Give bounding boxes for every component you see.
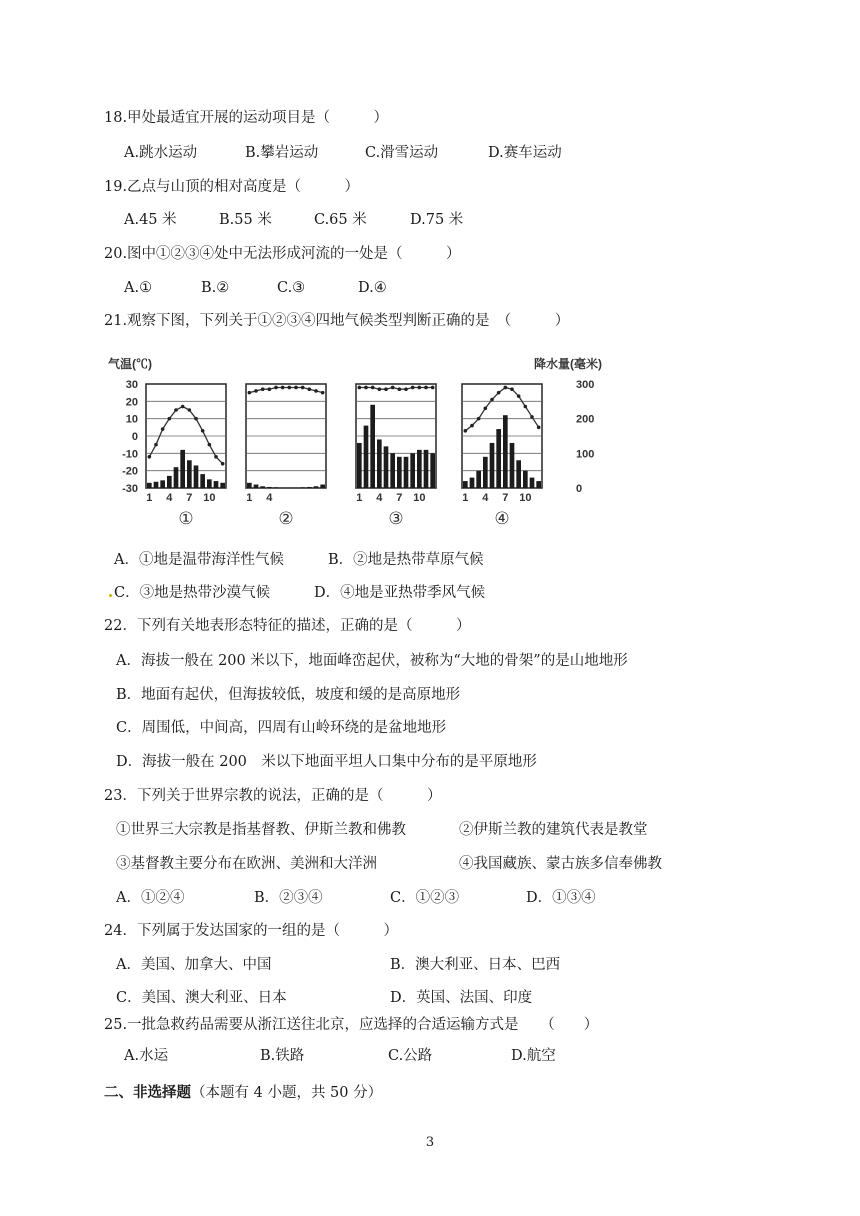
precip-bar [483, 457, 488, 488]
q22-option-b: B．地面有起伏，但海拔较低，坡度和缓的是高原地形 [116, 687, 461, 703]
precip-bar [214, 481, 219, 488]
q24-option-b: B．澳大利亚、日本、巴西 [390, 957, 561, 973]
q22-option-c: C．周围低，中间高，四周有山岭环绕的是盆地地形 [116, 720, 447, 736]
precip-bar [476, 471, 481, 488]
temp-point [431, 386, 435, 390]
temp-point [378, 387, 382, 391]
temp-point [301, 386, 305, 390]
temp-point [418, 386, 422, 390]
month-tick-label: 1 [146, 492, 153, 504]
panel-label: ① [178, 509, 194, 528]
month-tick-label: 1 [356, 492, 363, 504]
month-tick-label: 4 [376, 492, 383, 504]
precip-bar [516, 460, 521, 488]
precip-bar [200, 474, 205, 488]
q24-option-a: A．美国、加拿大、中国 [116, 957, 272, 973]
section-2-note: （本题有 4 小题，共 50 分） [191, 1085, 383, 1101]
month-tick-label: 4 [482, 492, 489, 504]
precip-bar [167, 476, 172, 488]
q23-statement-3: ③基督教主要分布在欧洲、美洲和大洋洲 [116, 856, 377, 872]
q23-option-a: A．①②④ [116, 890, 185, 906]
q18-option-b: B.攀岩运动 [245, 145, 319, 161]
month-tick-label: 7 [502, 492, 509, 504]
climate-chart [106, 352, 606, 532]
precip-bar [490, 443, 495, 488]
temp-point [268, 387, 272, 391]
q23-option-b: B．②③④ [254, 890, 323, 906]
temp-point [504, 386, 508, 390]
month-tick-label: 1 [462, 492, 469, 504]
precip-bar [314, 486, 319, 488]
q23-stem: 23．下列关于世界宗教的说法，正确的是（ ） [104, 788, 442, 804]
q23-statement-1: ①世界三大宗教是指基督教、伊斯兰教和佛教 [116, 822, 406, 838]
month-tick-label: 7 [186, 492, 193, 504]
q18-option-a: A.跳水运动 [124, 145, 198, 161]
precip-bar [320, 485, 325, 488]
q23-statement-2: ②伊斯兰教的建筑代表是教堂 [459, 822, 648, 838]
temp-point [358, 386, 362, 390]
precip-bar [247, 483, 252, 488]
precip-bar [384, 446, 389, 488]
precip-bar [390, 453, 395, 488]
precip-tick-label: 300 [576, 379, 595, 391]
temp-point [188, 408, 192, 412]
temp-point [510, 387, 514, 391]
temp-point [530, 415, 534, 419]
q20-option-d: D.④ [358, 280, 387, 296]
precip-bar [463, 481, 468, 488]
precip-bar [307, 487, 312, 488]
precip-tick-label: 0 [576, 483, 583, 495]
q19-option-d: D.75 米 [410, 212, 464, 228]
temp-point [484, 406, 488, 410]
q22-option-a: A．海拔一般在 200 米以下，地面峰峦起伏，被称为“大地的骨架”的是山地地形 [116, 653, 628, 669]
temp-point [537, 426, 541, 430]
precip-bar [274, 487, 279, 488]
q20-stem: 20.图中①②③④处中无法形成河流的一处是（ ） [104, 246, 461, 262]
precip-bar [357, 443, 362, 488]
panel-label: ④ [494, 509, 510, 528]
q21-stem: 21.观察下图，下列关于①②③④四地气候类型判断正确的是 （ ） [104, 313, 570, 329]
q20-option-c: C.③ [277, 280, 306, 296]
temp-point [364, 386, 368, 390]
temp-point [161, 427, 165, 431]
precip-bar [194, 465, 199, 488]
precip-bar [260, 486, 265, 488]
month-tick-label: 10 [203, 492, 216, 504]
precip-bar [430, 453, 435, 488]
precip-bar [180, 450, 185, 488]
q21-option-d: D．④地是亚热带季风气候 [314, 585, 486, 601]
precip-bar [417, 450, 422, 488]
temp-point [181, 405, 185, 409]
precip-axis-label: 降水量(毫米) [534, 357, 602, 371]
temp-tick-label: 10 [125, 413, 138, 426]
temp-tick-label: -10 [122, 448, 138, 461]
temp-point [411, 386, 415, 390]
temp-point [168, 417, 172, 421]
temp-point [524, 405, 528, 409]
temp-point [391, 386, 395, 390]
temp-point [384, 387, 388, 391]
temp-tick-label: -20 [122, 465, 138, 478]
precip-bar [530, 478, 535, 488]
month-tick-label: 1 [246, 492, 253, 504]
precip-bar [160, 480, 165, 488]
q21-option-a: A．①地是温带海洋性气候 [114, 552, 284, 568]
temp-point [154, 443, 158, 447]
temp-tick-label: 20 [125, 396, 138, 409]
q19-option-c: C.65 米 [314, 212, 367, 228]
q23-statement-4: ④我国藏族、蒙古族多信奉佛教 [459, 856, 662, 872]
q25-option-a: A.水运 [124, 1048, 169, 1064]
temp-point [281, 386, 285, 390]
precip-bar [154, 482, 159, 488]
temp-point [308, 387, 312, 391]
temp-point [148, 455, 152, 459]
q21-option-c: C．③地是热带沙漠气候 [114, 585, 271, 601]
temp-tick-label: 0 [131, 431, 138, 443]
section-2-heading [104, 1083, 382, 1103]
temp-point [194, 417, 198, 421]
temp-point [254, 389, 258, 393]
q25-option-d: D.航空 [511, 1048, 556, 1064]
temp-point [517, 394, 521, 398]
temp-point [424, 386, 428, 390]
temp-point [208, 443, 212, 447]
month-tick-label: 10 [413, 492, 426, 504]
precip-bar [267, 487, 272, 488]
precip-bar [523, 471, 528, 488]
precip-bar [397, 457, 402, 488]
temp-point [490, 398, 494, 402]
precip-bar [147, 483, 152, 488]
q21-option-b: B．②地是热带草原气候 [328, 552, 484, 568]
q19-option-b: B.55 米 [219, 212, 272, 228]
precip-bar [207, 479, 212, 488]
q19-option-a: A.45 米 [124, 212, 177, 228]
precip-bar [536, 481, 541, 488]
temp-point [248, 391, 252, 395]
temp-point [314, 389, 318, 393]
q24-stem: 24．下列属于发达国家的一组的是（ ） [104, 923, 398, 939]
q18-option-c: C.滑雪运动 [365, 145, 439, 161]
precip-tick-label: 200 [576, 413, 595, 426]
temp-tick-label: -30 [122, 483, 138, 495]
q25-stem: 25.一批急救药品需要从浙江送往北京，应选择的合适运输方式是 （ ） [104, 1017, 599, 1033]
temp-point [398, 387, 402, 391]
q18-stem: 18.甲处最适宜开展的运动项目是（ ） [104, 110, 389, 126]
temp-point [464, 429, 468, 433]
temp-point [201, 429, 205, 433]
precip-bar [496, 429, 501, 488]
temp-point [321, 391, 325, 395]
q23-option-c: C．①②③ [390, 890, 460, 906]
q18-option-d: D.赛车运动 [488, 145, 562, 161]
month-tick-label: 10 [519, 492, 532, 504]
month-tick-label: 7 [396, 492, 403, 504]
panel-label: ③ [388, 509, 404, 528]
q20-option-b: B.② [201, 280, 230, 296]
temp-point [274, 386, 278, 390]
precip-bar [470, 478, 475, 488]
temp-point [288, 386, 292, 390]
q24-option-c: C．美国、澳大利亚、日本 [116, 990, 287, 1006]
precip-bar [364, 426, 369, 488]
temp-point [404, 387, 408, 391]
temp-point [261, 387, 265, 391]
q23-option-d: D．①③④ [526, 890, 596, 906]
precip-bar [503, 415, 508, 488]
precip-bar [220, 483, 225, 488]
panel-label: ② [278, 509, 294, 528]
q25-option-c: C.公路 [388, 1048, 433, 1064]
precip-bar [187, 460, 192, 488]
page-number: 3 [425, 1135, 435, 1150]
precip-bar [174, 467, 179, 488]
temp-point [371, 386, 375, 390]
precip-bar [510, 443, 515, 488]
month-tick-label: 4 [166, 492, 173, 504]
precip-bar [370, 405, 375, 488]
section-2-title: 二、非选择题 [104, 1084, 191, 1101]
q19-stem: 19.乙点与山顶的相对高度是（ ） [104, 179, 360, 195]
q22-stem: 22．下列有关地表形态特征的描述，正确的是（ ） [104, 618, 471, 634]
precip-bar [404, 457, 409, 488]
temp-point [221, 462, 225, 466]
temp-point [294, 386, 298, 390]
temp-point [214, 455, 218, 459]
temp-axis-label: 气温(℃) [108, 357, 152, 371]
precip-bar [377, 439, 382, 488]
temp-point [497, 391, 501, 395]
temp-point [174, 408, 178, 412]
temp-point [477, 417, 481, 421]
temp-point [470, 424, 474, 428]
precip-bar [410, 453, 415, 488]
precip-bar [254, 485, 259, 488]
scan-speck [109, 594, 112, 597]
temp-tick-label: 30 [125, 379, 138, 391]
q25-option-b: B.铁路 [260, 1048, 305, 1064]
q24-option-d: D．英国、法国、印度 [390, 990, 533, 1006]
q22-option-d: D．海拔一般在 200 米以下地面平坦人口集中分布的是平原地形 [116, 754, 537, 770]
q20-option-a: A.① [124, 280, 153, 296]
precip-bar [300, 487, 305, 488]
precip-tick-label: 100 [576, 448, 595, 461]
month-tick-label: 4 [266, 492, 273, 504]
precip-bar [424, 450, 429, 488]
